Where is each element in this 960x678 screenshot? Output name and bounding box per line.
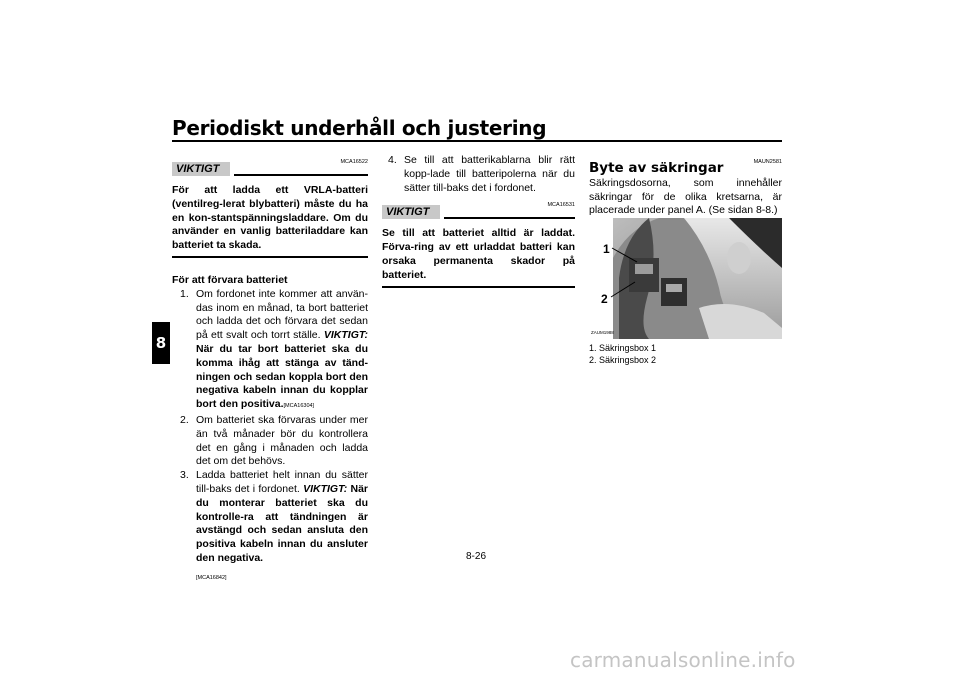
caption-item: 2. Säkringsbox 2 bbox=[589, 355, 657, 365]
list-item: 1. Om fordonet inte kommer att använ-das inom en månad, ta bort batteriet och ladda det och förvara det sedan på ett svalt och torrt ställe. VIKTIGT: När du tar bort batteriet ska du komma ihåg att stänga av tänd-ningen och sedan koppla bort den negativa kabeln innan du kopplar bort den positiva.[MCA16304] bbox=[180, 287, 369, 411]
storage-heading: För att förvara batteriet bbox=[172, 273, 288, 286]
list-item: 4. Se till att batterikablarna blir rätt kopp-lade till batteripolerna när du sätter till-baks det i fordonet. bbox=[388, 154, 575, 194]
notice-label: VIKTIGT bbox=[172, 162, 230, 176]
notice-end-rule bbox=[382, 286, 575, 288]
section-intro: Säkringsdosorna, som innehåller säkringar för de olika kretsarna, är placerade under panel A. (Se sidan 8-8.) bbox=[589, 176, 782, 217]
notice-end-rule bbox=[172, 256, 368, 258]
list-item: 2. Om batteriet ska förvaras under mer än två månader bör du kontrollera det en gång i månaden och ladda det om det behövs. bbox=[180, 413, 368, 468]
watermark: carmanualsonline.info bbox=[570, 648, 796, 672]
notice-header bbox=[382, 205, 575, 219]
page-title: Periodiskt underhåll och justering bbox=[172, 116, 547, 140]
notice-code: MCA16531 bbox=[547, 202, 575, 209]
page-number: 8-26 bbox=[466, 551, 487, 562]
notice-code: MCA16522 bbox=[340, 159, 368, 165]
callout-lines bbox=[589, 218, 782, 339]
callout-1: 1 bbox=[603, 242, 610, 256]
notice-text: För att ladda ett VRLA-batteri (ventilreg-lerat blybatteri) måste du ha en kon-stantspänningsladdare. Om du använder en vanlig batteriladdare kan batteriet ta skada. bbox=[172, 184, 368, 252]
chapter-tab: 8 bbox=[152, 322, 170, 364]
photo-captions bbox=[589, 342, 656, 366]
notice-header bbox=[172, 162, 368, 176]
middle-column bbox=[382, 154, 575, 288]
warning-text: När du tar bort batteriet ska du komma ihåg att stänga av tänd-ningen och sedan koppla bort den negativa kabeln innan du kopplar bort den positiva. bbox=[196, 342, 368, 411]
section-heading: Byte av säkringar bbox=[589, 160, 724, 176]
item-code: [MCA16304] bbox=[283, 403, 315, 410]
notice-line bbox=[444, 217, 575, 219]
warning-label: VIKTIGT: bbox=[323, 329, 369, 342]
fuse-box-photo bbox=[589, 218, 782, 339]
section-code: MAUN2581 bbox=[753, 159, 782, 165]
notice-label: VIKTIGT bbox=[382, 205, 440, 219]
notice-text: Se till att batteriet alltid är laddat. Förva-ring av ett urladdat batteri kan orsaka permanenta skador på batteriet. bbox=[382, 227, 575, 281]
right-column bbox=[589, 154, 782, 218]
title-rule bbox=[172, 140, 782, 142]
notice-line bbox=[234, 174, 368, 176]
photo-code: ZAUM1988 bbox=[591, 330, 614, 335]
warning-label: VIKTIGT: bbox=[303, 482, 348, 495]
item-code: [MCA16842] bbox=[196, 574, 227, 581]
callout-2: 2 bbox=[601, 292, 608, 306]
list-item: 3. Ladda batteriet helt innan du sätter till-baks det i fordonet. VIKTIGT: När du monterar batteriet ska du kontrolle-ra att tändningen är avstängd och sedan ansluta den positiva kabeln innan du ansluter den negativa. [MCA16842] bbox=[180, 469, 369, 581]
caption-item: 1. Säkringsbox 1 bbox=[589, 343, 657, 353]
left-column bbox=[172, 154, 368, 586]
warning-text: När du monterar batteriet ska du kontrolle-ra att tändningen är avstängd och sedan ansluta den positiva kabeln innan du ansluter den negativa. bbox=[196, 482, 369, 564]
